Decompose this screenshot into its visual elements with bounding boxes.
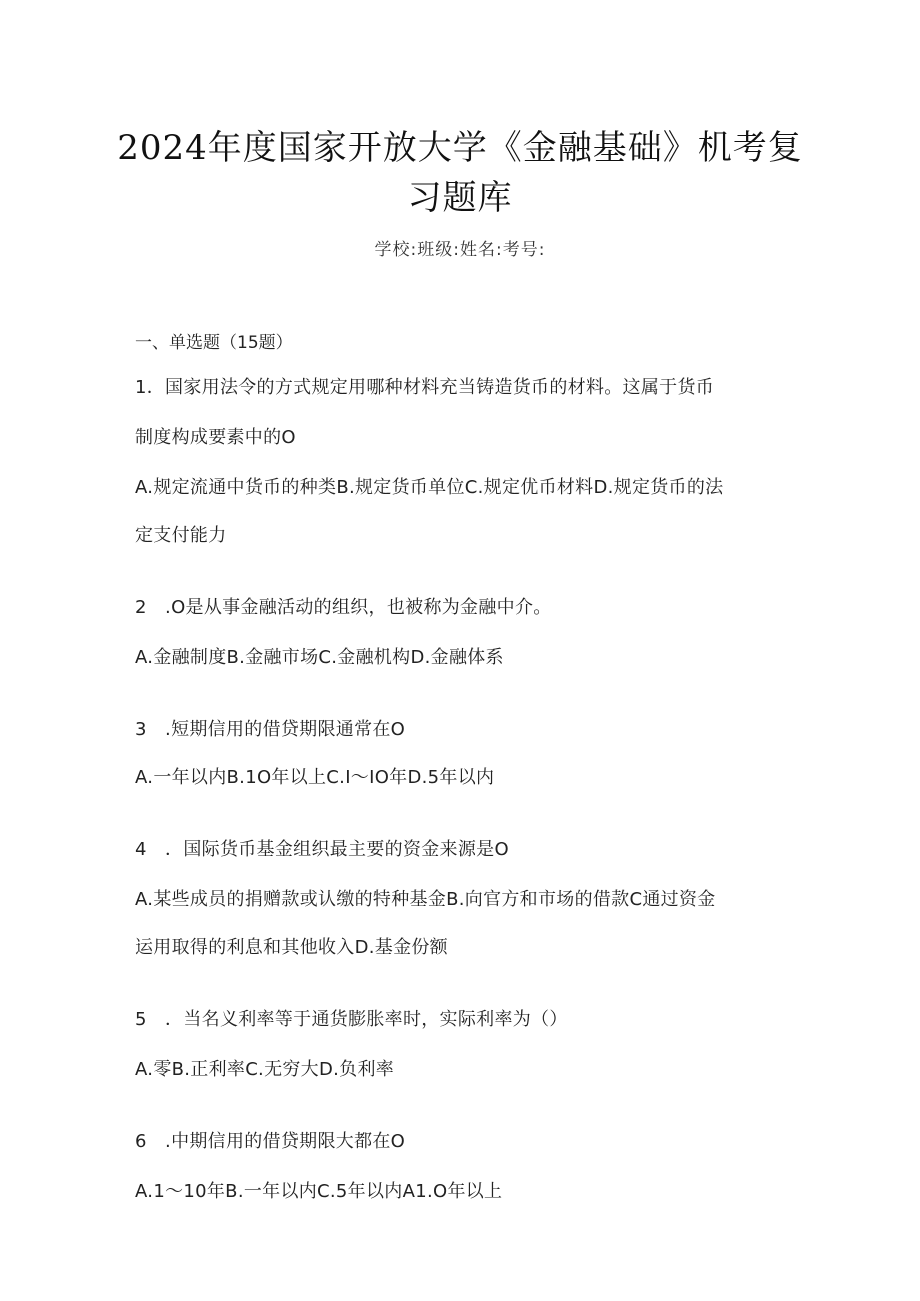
question-3-text: 3 .短期信用的借贷期限通常在O: [135, 719, 406, 740]
student-info-line: 学校:班级:姓名:考号:: [374, 240, 546, 260]
question-2-options: A.金融制度B.金融市场C.金融机构D.金融体系: [135, 647, 504, 668]
question-4-options-line-2: 运用取得的利息和其他收入D.基金份额: [135, 937, 448, 958]
question-1-text-line-2: 制度构成要素中的O: [135, 427, 296, 448]
question-1-options-line-1: A.规定流通中货币的种类B.规定货币单位C.规定优币材料D.规定货币的法: [135, 477, 724, 498]
question-1-text-line-1: 1．国家用法令的方式规定用哪种材料充当铸造货币的材料。这属于货币: [135, 377, 715, 398]
question-3-options: A.一年以内B.1O年以上C.I～IO年D.5年以内: [135, 767, 495, 788]
question-4-text: 4 ．国际货币基金组织最主要的资金来源是O: [135, 839, 509, 860]
question-4-options-line-1: A.某些成员的捐赠款或认缴的特种基金B.向官方和市场的借款C通过资金: [135, 889, 716, 910]
page-title-line-1: 2024年度国家开放大学《金融基础》机考复: [117, 128, 803, 168]
page-title-line-2: 习题库: [407, 178, 513, 218]
question-6-text: 6 .中期信用的借贷期限大都在O: [135, 1131, 406, 1152]
question-2-text: 2 .O是从事金融活动的组织，也被称为金融中介。: [135, 597, 552, 618]
question-6-options: A.1～10年B.一年以内C.5年以内A1.O年以上: [135, 1181, 503, 1202]
question-5-options: A.零B.正利率C.无穷大D.负利率: [135, 1059, 395, 1080]
section-heading: 一、单选题（15题）: [135, 333, 293, 353]
question-1-options-line-2: 定支付能力: [135, 525, 227, 546]
question-5-text: 5 ．当名义利率等于通货膨胀率时，实际利率为（）: [135, 1009, 568, 1030]
